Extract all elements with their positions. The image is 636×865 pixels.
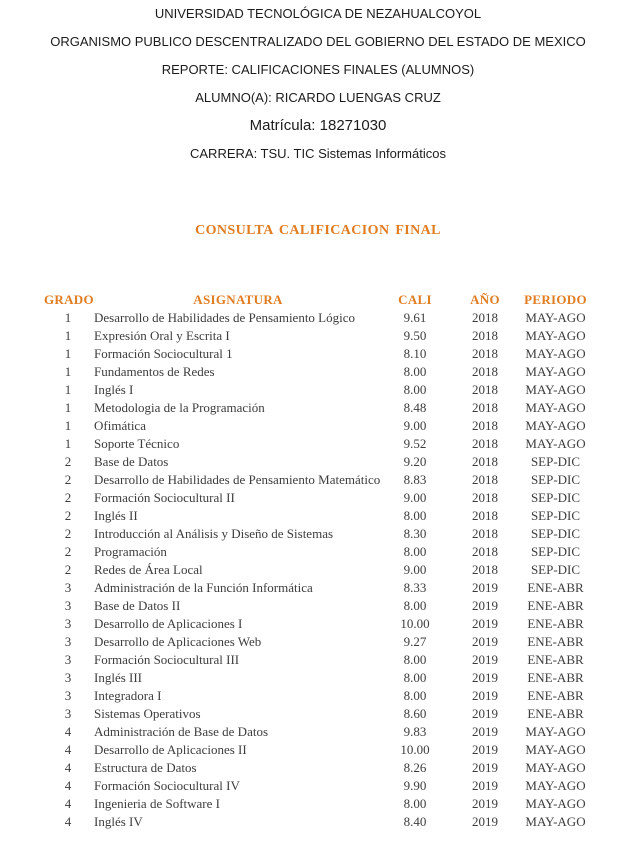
grado-cell: 2 bbox=[64, 472, 72, 487]
asignatura-cell: Administración de la Función Informática bbox=[94, 580, 313, 595]
periodo-cell: MAY-AGO bbox=[525, 436, 586, 451]
anio-cell: 2019 bbox=[472, 760, 498, 775]
table-body bbox=[44, 309, 587, 831]
organization-name: ORGANISMO PUBLICO DESCENTRALIZADO DEL GOBIERNO DEL ESTADO DE MEXICO bbox=[50, 34, 586, 49]
periodo-cell: MAY-AGO bbox=[525, 382, 586, 397]
periodo-cell: ENE-ABR bbox=[527, 598, 584, 613]
grado-cell: 2 bbox=[64, 526, 72, 541]
grado-cell: 1 bbox=[64, 382, 72, 397]
grado-cell: 4 bbox=[64, 796, 72, 811]
grado-cell: 4 bbox=[64, 814, 72, 829]
asignatura-cell: Expresión Oral y Escrita I bbox=[94, 328, 230, 343]
periodo-cell: ENE-ABR bbox=[527, 670, 584, 685]
grado-cell: 3 bbox=[64, 652, 72, 667]
university-name: UNIVERSIDAD TECNOLÓGICA DE NEZAHUALCOYOL bbox=[154, 6, 482, 21]
table-row bbox=[44, 435, 587, 453]
anio-cell: 2019 bbox=[472, 616, 498, 631]
anio-cell: 2019 bbox=[472, 778, 498, 793]
asignatura-cell: Desarrollo de Habilidades de Pensamiento Matemático bbox=[94, 472, 381, 487]
grado-cell: 1 bbox=[64, 400, 72, 415]
report-title: REPORTE: CALIFICACIONES FINALES (ALUMNOS) bbox=[161, 62, 475, 77]
asignatura-cell: Formación Sociocultural III bbox=[94, 652, 240, 667]
table-row bbox=[44, 543, 587, 561]
grado-cell: 3 bbox=[64, 688, 72, 703]
cali-cell: 8.30 bbox=[403, 526, 427, 541]
periodo-cell: SEP-DIC bbox=[530, 562, 581, 577]
periodo-cell: ENE-ABR bbox=[527, 580, 584, 595]
column-header-periodo: PERIODO bbox=[524, 292, 587, 307]
cali-cell: 8.00 bbox=[403, 382, 427, 397]
periodo-cell: MAY-AGO bbox=[525, 418, 586, 433]
cali-cell: 9.20 bbox=[403, 454, 427, 469]
table-row bbox=[44, 597, 587, 615]
table-row bbox=[44, 507, 587, 525]
asignatura-cell: Base de Datos II bbox=[94, 598, 181, 613]
grado-cell: 3 bbox=[64, 670, 72, 685]
table-header-row bbox=[44, 291, 587, 309]
table-row bbox=[44, 615, 587, 633]
periodo-cell: ENE-ABR bbox=[527, 652, 584, 667]
anio-cell: 2018 bbox=[472, 400, 498, 415]
table-row bbox=[44, 687, 587, 705]
periodo-cell: SEP-DIC bbox=[530, 472, 581, 487]
grado-cell: 1 bbox=[64, 328, 72, 343]
cali-cell: 8.00 bbox=[403, 688, 427, 703]
grado-cell: 1 bbox=[64, 418, 72, 433]
anio-cell: 2019 bbox=[472, 814, 498, 829]
periodo-cell: MAY-AGO bbox=[525, 724, 586, 739]
table-row bbox=[44, 579, 587, 597]
cali-cell: 9.52 bbox=[403, 436, 427, 451]
periodo-cell: ENE-ABR bbox=[527, 706, 584, 721]
grado-cell: 3 bbox=[64, 616, 72, 631]
anio-cell: 2019 bbox=[472, 580, 498, 595]
anio-cell: 2019 bbox=[472, 652, 498, 667]
anio-cell: 2019 bbox=[472, 688, 498, 703]
anio-cell: 2018 bbox=[472, 472, 498, 487]
grado-cell: 2 bbox=[64, 562, 72, 577]
table-row bbox=[44, 525, 587, 543]
asignatura-cell: Formación Sociocultural II bbox=[94, 490, 235, 505]
anio-cell: 2019 bbox=[472, 724, 498, 739]
cali-cell: 9.61 bbox=[403, 310, 427, 325]
grado-cell: 2 bbox=[64, 544, 72, 559]
anio-cell: 2018 bbox=[472, 328, 498, 343]
periodo-cell: ENE-ABR bbox=[527, 616, 584, 631]
grado-cell: 1 bbox=[64, 436, 72, 451]
anio-cell: 2018 bbox=[472, 382, 498, 397]
grades-table bbox=[44, 291, 587, 831]
anio-cell: 2018 bbox=[472, 454, 498, 469]
asignatura-cell: Ofimática bbox=[94, 418, 146, 433]
cali-cell: 9.00 bbox=[403, 418, 427, 433]
grado-cell: 2 bbox=[64, 508, 72, 523]
anio-cell: 2018 bbox=[472, 562, 498, 577]
cali-cell: 9.00 bbox=[403, 562, 427, 577]
periodo-cell: MAY-AGO bbox=[525, 778, 586, 793]
periodo-cell: MAY-AGO bbox=[525, 760, 586, 775]
periodo-cell: MAY-AGO bbox=[525, 310, 586, 325]
periodo-cell: SEP-DIC bbox=[530, 454, 581, 469]
asignatura-cell: Desarrollo de Aplicaciones I bbox=[94, 616, 243, 631]
cali-cell: 9.00 bbox=[403, 490, 427, 505]
table-row bbox=[44, 777, 587, 795]
asignatura-cell: Desarrollo de Aplicaciones II bbox=[94, 742, 247, 757]
asignatura-cell: Inglés III bbox=[94, 670, 143, 685]
asignatura-cell: Fundamentos de Redes bbox=[94, 364, 215, 379]
periodo-cell: MAY-AGO bbox=[525, 400, 586, 415]
column-header-anio: AÑO bbox=[470, 292, 500, 307]
grado-cell: 2 bbox=[64, 490, 72, 505]
cali-cell: 8.00 bbox=[403, 364, 427, 379]
anio-cell: 2018 bbox=[472, 508, 498, 523]
anio-cell: 2019 bbox=[472, 634, 498, 649]
anio-cell: 2019 bbox=[472, 796, 498, 811]
asignatura-cell: Formación Sociocultural IV bbox=[94, 778, 240, 793]
asignatura-cell: Integradora I bbox=[94, 688, 162, 703]
asignatura-cell: Desarrollo de Habilidades de Pensamiento Lógico bbox=[94, 310, 356, 325]
asignatura-cell: Formación Sociocultural 1 bbox=[94, 346, 233, 361]
asignatura-cell: Estructura de Datos bbox=[94, 760, 197, 775]
table-row bbox=[44, 381, 587, 399]
cali-cell: 8.00 bbox=[403, 796, 427, 811]
grado-cell: 3 bbox=[64, 634, 72, 649]
anio-cell: 2018 bbox=[472, 526, 498, 541]
asignatura-cell: Inglés II bbox=[94, 508, 138, 523]
cali-cell: 9.83 bbox=[403, 724, 427, 739]
anio-cell: 2019 bbox=[472, 598, 498, 613]
career-name: CARRERA: TSU. TIC Sistemas Informáticos bbox=[190, 146, 446, 161]
anio-cell: 2019 bbox=[472, 670, 498, 685]
cali-cell: 10.00 bbox=[400, 616, 430, 631]
section-title: CONSULTA CALIFICACION FINAL bbox=[195, 223, 441, 238]
table-row bbox=[44, 795, 587, 813]
table-row bbox=[44, 741, 587, 759]
periodo-cell: SEP-DIC bbox=[530, 526, 581, 541]
cali-cell: 9.27 bbox=[403, 634, 427, 649]
anio-cell: 2018 bbox=[472, 310, 498, 325]
student-name: ALUMNO(A): RICARDO LUENGAS CRUZ bbox=[195, 90, 441, 105]
grado-cell: 2 bbox=[64, 454, 72, 469]
anio-cell: 2018 bbox=[472, 346, 498, 361]
asignatura-cell: Introducción al Análisis y Diseño de Sistemas bbox=[94, 526, 334, 541]
table-row bbox=[44, 633, 587, 651]
grado-cell: 4 bbox=[64, 742, 72, 757]
asignatura-cell: Ingenieria de Software I bbox=[94, 796, 220, 811]
table-row bbox=[44, 327, 587, 345]
asignatura-cell: Inglés IV bbox=[94, 814, 143, 829]
asignatura-cell: Base de Datos bbox=[94, 454, 169, 469]
table-row bbox=[44, 813, 587, 831]
periodo-cell: SEP-DIC bbox=[530, 508, 581, 523]
table-row bbox=[44, 471, 587, 489]
cali-cell: 8.00 bbox=[403, 544, 427, 559]
anio-cell: 2018 bbox=[472, 418, 498, 433]
asignatura-cell: Administración de Base de Datos bbox=[94, 724, 269, 739]
table-row bbox=[44, 363, 587, 381]
cali-cell: 8.83 bbox=[403, 472, 427, 487]
grado-cell: 4 bbox=[64, 724, 72, 739]
table-row bbox=[44, 759, 587, 777]
cali-cell: 8.00 bbox=[403, 652, 427, 667]
grado-cell: 3 bbox=[64, 598, 72, 613]
asignatura-cell: Metodologia de la Programación bbox=[94, 400, 265, 415]
table-row bbox=[44, 417, 587, 435]
cali-cell: 8.40 bbox=[403, 814, 427, 829]
periodo-cell: ENE-ABR bbox=[527, 688, 584, 703]
cali-cell: 8.00 bbox=[403, 598, 427, 613]
grado-cell: 1 bbox=[64, 310, 72, 325]
cali-cell: 8.00 bbox=[403, 670, 427, 685]
column-header-cali: CALI bbox=[398, 292, 432, 307]
table-row bbox=[44, 669, 587, 687]
cali-cell: 8.33 bbox=[403, 580, 427, 595]
cali-cell: 9.50 bbox=[403, 328, 427, 343]
table-row bbox=[44, 723, 587, 741]
anio-cell: 2019 bbox=[472, 742, 498, 757]
table-row bbox=[44, 489, 587, 507]
anio-cell: 2018 bbox=[472, 544, 498, 559]
asignatura-cell: Sistemas Operativos bbox=[94, 706, 201, 721]
table-row bbox=[44, 309, 587, 327]
periodo-cell: ENE-ABR bbox=[527, 634, 584, 649]
table-row bbox=[44, 453, 587, 471]
table-row bbox=[44, 399, 587, 417]
asignatura-cell: Desarrollo de Aplicaciones Web bbox=[94, 634, 262, 649]
table-row bbox=[44, 705, 587, 723]
periodo-cell: MAY-AGO bbox=[525, 796, 586, 811]
anio-cell: 2018 bbox=[472, 436, 498, 451]
column-header-grado: GRADO bbox=[44, 292, 94, 307]
periodo-cell: SEP-DIC bbox=[530, 544, 581, 559]
asignatura-cell: Redes de Área Local bbox=[94, 562, 203, 577]
grado-cell: 1 bbox=[64, 364, 72, 379]
cali-cell: 8.26 bbox=[403, 760, 427, 775]
anio-cell: 2018 bbox=[472, 490, 498, 505]
grado-cell: 3 bbox=[64, 706, 72, 721]
cali-cell: 8.10 bbox=[403, 346, 427, 361]
document-header bbox=[0, 0, 636, 168]
student-matricula: Matrícula: 18271030 bbox=[249, 117, 387, 134]
periodo-cell: MAY-AGO bbox=[525, 814, 586, 829]
cali-cell: 10.00 bbox=[400, 742, 430, 757]
periodo-cell: MAY-AGO bbox=[525, 328, 586, 343]
asignatura-cell: Soporte Técnico bbox=[94, 436, 180, 451]
periodo-cell: MAY-AGO bbox=[525, 346, 586, 361]
asignatura-cell: Programación bbox=[94, 544, 167, 559]
anio-cell: 2019 bbox=[472, 706, 498, 721]
column-header-asignatura: ASIGNATURA bbox=[193, 292, 283, 307]
grado-cell: 4 bbox=[64, 778, 72, 793]
cali-cell: 8.48 bbox=[403, 400, 427, 415]
table-row bbox=[44, 561, 587, 579]
table-row bbox=[44, 651, 587, 669]
anio-cell: 2018 bbox=[472, 364, 498, 379]
periodo-cell: SEP-DIC bbox=[530, 490, 581, 505]
grado-cell: 4 bbox=[64, 760, 72, 775]
grado-cell: 1 bbox=[64, 346, 72, 361]
periodo-cell: MAY-AGO bbox=[525, 742, 586, 757]
cali-cell: 9.90 bbox=[403, 778, 427, 793]
cali-cell: 8.60 bbox=[403, 706, 427, 721]
grado-cell: 3 bbox=[64, 580, 72, 595]
table-row bbox=[44, 345, 587, 363]
periodo-cell: MAY-AGO bbox=[525, 364, 586, 379]
asignatura-cell: Inglés I bbox=[94, 382, 134, 397]
cali-cell: 8.00 bbox=[403, 508, 427, 523]
